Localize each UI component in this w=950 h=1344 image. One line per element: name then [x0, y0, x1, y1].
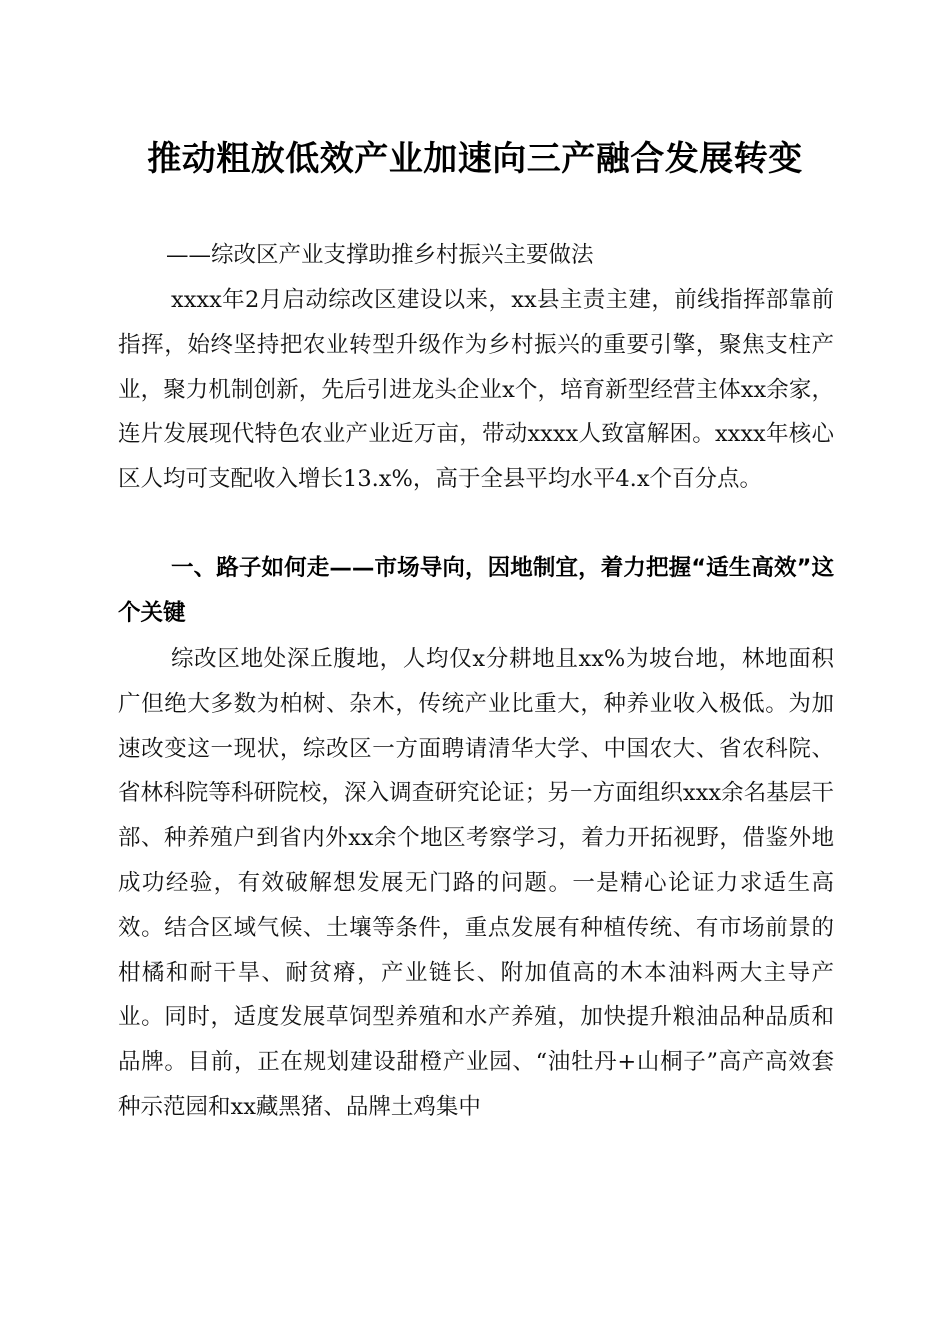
- intro-paragraph: xxxx年2月启动综改区建设以来，xx县主责主建，前线指挥部靠前指挥，始终坚持把农业转型升级作为乡村振兴的重要引擎，聚焦支柱产业，聚力机制创新，先后引进龙头企业x个，培育新型经营主体xx余家，连片发展现代特色农业产业近万亩，带动xxxx人致富解困。xxxx年核心区人均可支配收入增长13.x%，高于全县平均水平4.x个百分点。: [118, 287, 834, 493]
- section-1-paragraph: 综改区地处深丘腹地，人均仅x分耕地且xx%为坡台地，林地面积广但绝大多数为柏树、杂木，传统产业比重大，种养业收入极低。为加速改变这一现状，综改区一方面聘请清华大学、中国农大、省农科院、省林科院等科研院校，深入调查研究论证；另一方面组织xxx余名基层干部、种养殖户到省内外xx余个地区考察学习，着力开拓视野，借鉴外地成功经验，有效破解想发展无门路的问题。一是精心论证力求适生高效。结合区域气候、土壤等条件，重点发展有种植传统、有市场前景的柑橘和耐干旱、耐贫瘠，产业链长、附加值高的木本油料两大主导产业。同时，适度发展草饲型养殖和水产养殖，加快提升粮油品种品质和品牌。目前，正在规划建设甜橙产业园、“油牡丹+山桐子”高产高效套种示范园和xx藏黑猪、品牌土鸡集中: [118, 646, 834, 1120]
- document-subtitle: ——综改区产业支撑助推乡村振兴主要做法: [166, 242, 594, 268]
- section-heading-1: 一、路子如何走——市场导向，因地制宜，着力把握“适生高效”这个关键: [118, 555, 834, 626]
- document-title: 推动粗放低效产业加速向三产融合发展转变: [147, 139, 803, 179]
